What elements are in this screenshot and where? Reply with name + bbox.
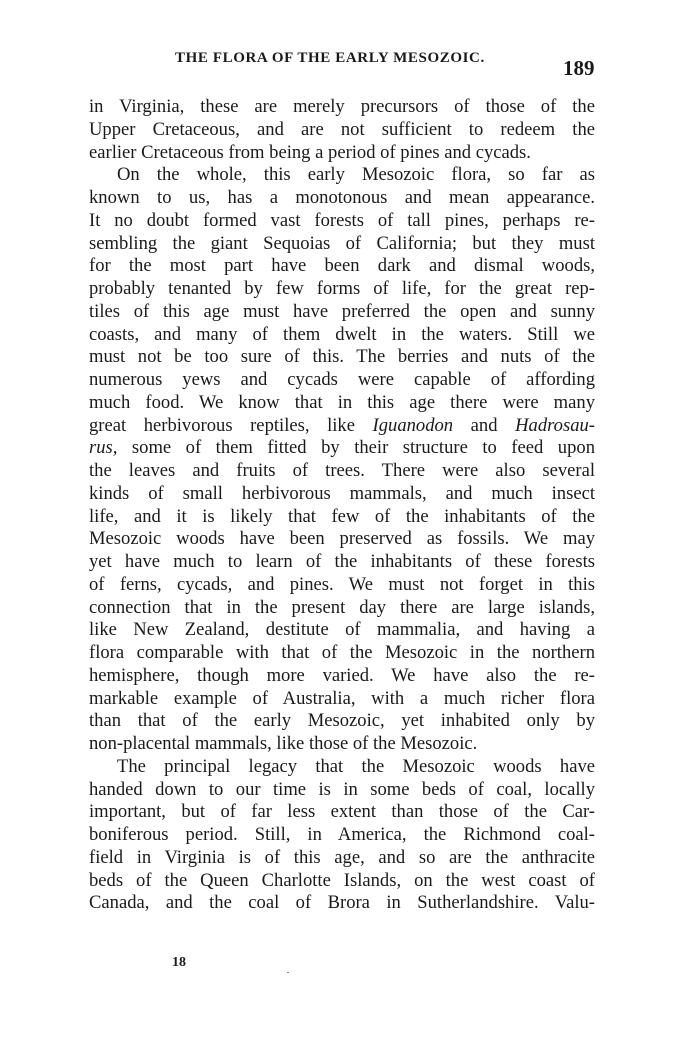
text-line: than that of the early Mesozoic, yet inhabited only by: [89, 710, 595, 732]
text-line: in Virginia, these are merely precursors of those of the: [89, 96, 595, 117]
text-line: sembling the giant Sequoias of California; but they must: [89, 232, 595, 254]
text-line: much food. We know that in this age there were many: [89, 391, 595, 413]
text-line: markable example of Australia, with a much richer flora: [89, 687, 595, 709]
ink-speck: [287, 972, 289, 973]
genus-name-hadrosaurus-part2: rus,: [89, 437, 118, 459]
text-line: important, but of far less extent than those of the Car-: [89, 801, 595, 823]
text-run: some of them fitted by their structure to feed upon: [117, 437, 595, 459]
text-line: It no doubt formed vast forests of tall pines, perhaps re-: [89, 209, 595, 231]
text-line: tiles of this age must have preferred the open and sunny: [89, 300, 595, 322]
text-line: numerous yews and cycads were capable of affording: [89, 369, 595, 390]
text-line: for the most part have been dark and dismal woods,: [89, 255, 595, 277]
paragraph-first-line: On the whole, this early Mesozoic flora, so far as: [117, 164, 595, 186]
text-line: hemisphere, though more varied. We have also the re-: [89, 664, 595, 686]
body-text: [89, 96, 595, 915]
running-head: THE FLORA OF THE EARLY MESOZOIC.: [175, 50, 485, 66]
text-line: known to us, has a monotonous and mean appearance.: [89, 187, 595, 208]
text-line: Mesozoic woods have been preserved as fossils. We may: [89, 528, 595, 550]
text-run: and: [453, 414, 516, 436]
text-line: must not be too sure of this. The berries and nuts of the: [89, 346, 595, 368]
text-line: like New Zealand, destitute of mammalia, and having a: [89, 619, 595, 641]
text-line: [89, 415, 595, 438]
text-line: kinds of small herbivorous mammals, and much insect: [89, 482, 595, 504]
text-line: the leaves and fruits of trees. There were also several: [89, 460, 595, 481]
genus-name-iguanodon: Iguanodon: [372, 414, 454, 436]
text-line: boniferous period. Still, in America, the Richmond coal-: [89, 824, 595, 845]
text-line: field in Virginia is of this age, and so are the anthracite: [89, 846, 595, 868]
text-line: [89, 437, 595, 460]
text-line: handed down to our time is in some beds of coal, locally: [89, 778, 595, 800]
text-line: non-placental mammals, like those of the Mesozoic.: [89, 733, 478, 754]
text-line: flora comparable with that of the Mesozoic in the northern: [89, 642, 595, 663]
text-run: great herbivorous reptiles, like: [89, 414, 373, 436]
text-line: earlier Cretaceous from being a period of pines and cycads.: [89, 141, 531, 163]
signature-mark: 18: [172, 955, 186, 970]
text-line: life, and it is likely that few of the inhabitants of the: [89, 505, 595, 527]
text-line: coasts, and many of them dwelt in the waters. Still we: [89, 323, 595, 345]
text-line: of ferns, cycads, and pines. We must not forget in this: [89, 573, 595, 595]
text-line: yet have much to learn of the inhabitants of these forests: [89, 551, 595, 572]
page-number: 189: [563, 56, 595, 80]
paragraph-first-line: The principal legacy that the Mesozoic woods have: [117, 755, 595, 777]
genus-name-hadrosaurus-part1: Hadrosau-: [515, 414, 595, 436]
text-line: Upper Cretaceous, and are not sufficient to redeem the: [89, 118, 595, 140]
text-line: Canada, and the coal of Brora in Sutherlandshire. Valu-: [89, 892, 595, 914]
text-line: probably tenanted by few forms of life, for the great rep-: [89, 278, 595, 299]
text-line: connection that in the present day there are large islands,: [89, 596, 595, 618]
text-line: beds of the Queen Charlotte Islands, on the west coast of: [89, 869, 595, 891]
